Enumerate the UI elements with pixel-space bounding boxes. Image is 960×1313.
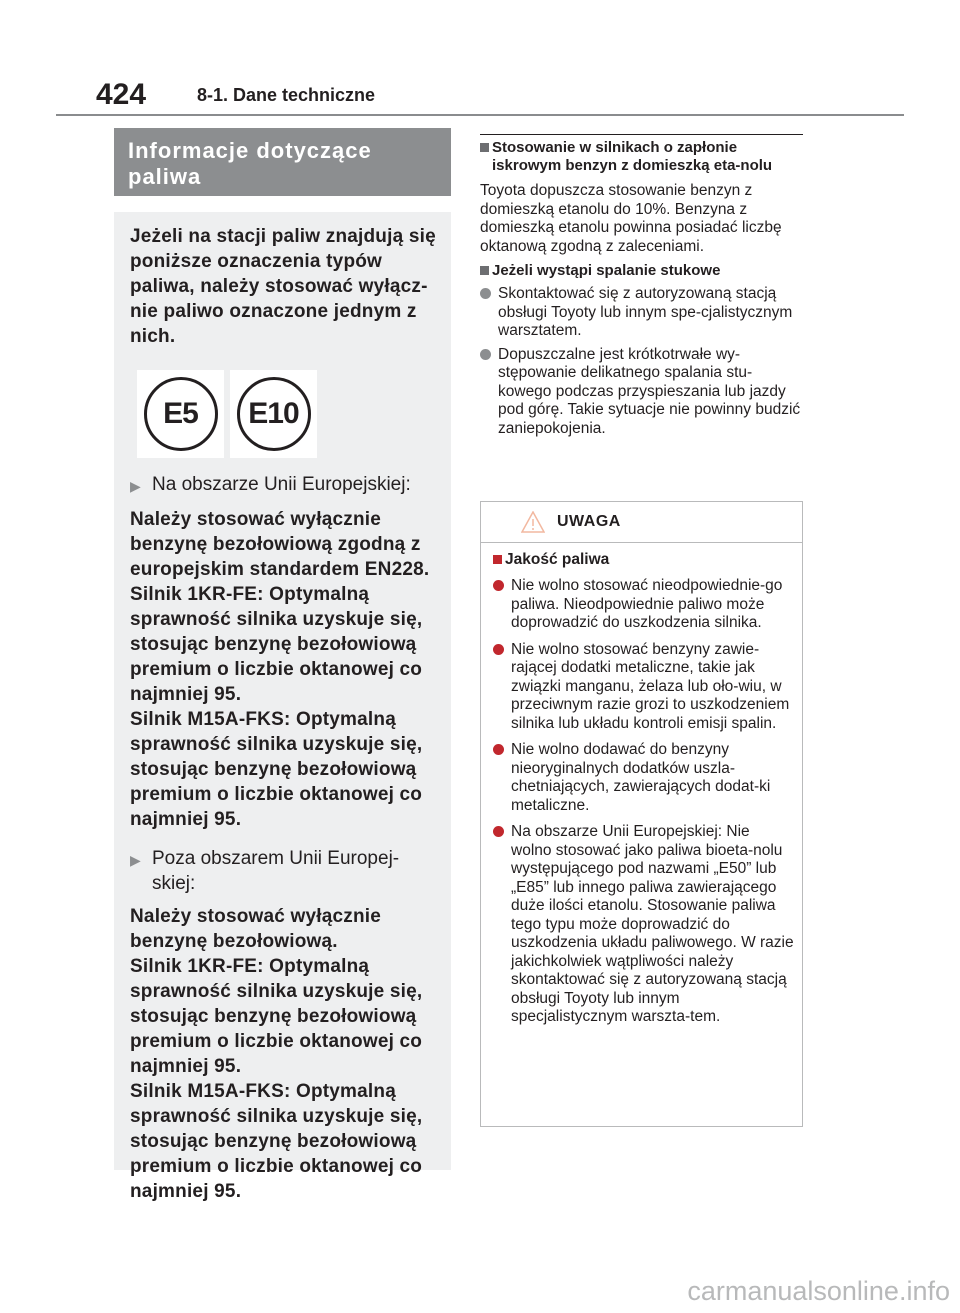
header-divider [56, 114, 904, 116]
non-eu-text-1: Należy stosować wyłącznie benzynę bezołowiową. [130, 906, 382, 952]
non-eu-arrow-item [130, 846, 441, 896]
caution-item-text: Nie wolno stosować benzyny zawie-rającej dodatki metaliczne, takie jak związki manganu, żelaza lub oło-wiu, w przeciwnym razie grozi to uszkodzeniem silnika lub układu kontroli emisji spalin. [511, 640, 790, 732]
caution-item-text: Nie wolno stosować nieodpowiednie-go paliwa. Nieodpowiednie paliwo może doprowadzić do uszkodzenia silnika. [511, 577, 783, 631]
circle-bullet-icon [493, 741, 511, 815]
knock-item [480, 285, 803, 341]
fuel-quality-heading [493, 551, 794, 569]
knock-heading-text: Jeżeli wystąpi spalanie stukowe [492, 262, 721, 279]
non-eu-text-3: Silnik M15A-FKS: Optymalną sprawność silnika uzyskuje się, stosując benzynę bezołowiową premium o liczbie oktanowej co najmniej 95. [130, 1081, 423, 1202]
page-number: 424 [96, 78, 147, 111]
caution-item [493, 823, 794, 1027]
eu-text-1: Należy stosować wyłącznie benzynę bezołowiową zgodną z europejskim standardem EN228. [130, 509, 430, 580]
e5-logo-label: E5 [144, 377, 218, 451]
eu-arrow-item [130, 472, 441, 499]
knock-item-text: Skontaktować się z autoryzowaną stacją obsługi Toyoty lub innym spe-cjalistycznym warsztatem. [498, 285, 793, 339]
non-eu-text-2: Silnik 1KR-FE: Optymalną sprawność silnika uzyskuje się, stosując benzynę bezołowiową premium o liczbie oktanowej co najmniej 95. [130, 956, 423, 1077]
circle-bullet-icon [493, 823, 511, 1027]
caution-box [480, 501, 803, 1127]
e10-logo [230, 370, 317, 458]
right-column-divider [480, 134, 803, 135]
caution-item-text: Nie wolno dodawać do benzyny nieoryginalnych dodatków uszla-chetniających, zawierających dodat-ki metaliczne. [511, 741, 771, 814]
fuel-logos [137, 370, 441, 458]
square-bullet-icon [480, 262, 492, 280]
ethanol-heading [480, 139, 803, 175]
watermark: carmanualsonline.info [687, 1276, 950, 1306]
section-title: 8-1. Dane techniczne [197, 85, 376, 105]
caution-header [481, 502, 802, 543]
circle-bullet-icon [480, 346, 498, 439]
caution-label: UWAGA [557, 513, 621, 530]
e10-logo-label: E10 [237, 377, 311, 451]
fuel-quality-heading-text: Jakość paliwa [505, 551, 610, 568]
banner-title-line2: paliwa [128, 164, 202, 189]
caution-item [493, 577, 794, 633]
caution-item-text: Na obszarze Unii Europejskiej: Nie wolno stosować jako paliwa bioeta-nolu występującego pod nazwami „E50” lub „E85” lub innego paliwa zawierającego duże ilości etanolu. Stosowanie paliwa tego typu może doprowadzić do uszkodzenia układu paliwowego. W razie jakichkolwiek wątpliwości należy skontaktować się z autoryzowaną stacją obsługi Toyoty lub innym specjalistycznym warszta-tem. [511, 823, 794, 1025]
ethanol-heading-text: Stosowanie w silnikach o zapłonie iskrowym benzyn z domieszką eta-nolu [492, 139, 773, 174]
circle-bullet-icon [493, 641, 511, 734]
circle-bullet-icon [493, 577, 511, 633]
eu-arrow-text: Na obszarze Unii Europejskiej: [152, 474, 411, 495]
arrow-right-icon: ▶ [130, 852, 141, 868]
fuel-info-box [114, 212, 451, 1202]
intro-text: Jeżeli na stacji paliw znajdują się poniższe oznaczenia typów paliwa, należy stosować wyłącz-nie paliwo oznaczone jednym z nich. [130, 226, 436, 347]
caution-item [493, 641, 794, 734]
eu-text-2: Silnik 1KR-FE: Optymalną sprawność silnika uzyskuje się, stosując benzynę bezołowiową premium o liczbie oktanowej co najmniej 95. [130, 584, 423, 705]
warning-triangle-icon [521, 511, 545, 533]
non-eu-arrow-text: Poza obszarem Unii Europej-skiej: [152, 848, 400, 894]
caution-body [481, 543, 802, 1041]
right-column [480, 139, 803, 442]
caution-item [493, 741, 794, 815]
banner-title-line1: Informacje dotyczące [128, 138, 372, 163]
e5-logo [137, 370, 224, 458]
knock-item-text: Dopuszczalne jest krótkotrwałe wy-stępowanie delikatnego spalania stu-kowego podczas przyspieszania lub jazdy pod górę. Takie sytuacje nie powinny budzić zaniepokojenia. [498, 345, 801, 437]
ethanol-text: Toyota dopuszcza stosowanie benzyn z domieszką etanolu do 10%. Benzyna z domieszką etanolu powinna posiadać liczbę oktanową zgodną z zaleceniami. [480, 182, 782, 255]
circle-bullet-icon [480, 285, 498, 341]
square-bullet-icon [480, 139, 492, 175]
knock-item [480, 346, 803, 439]
section-banner [114, 128, 451, 196]
eu-text-3: Silnik M15A-FKS: Optymalną sprawność silnika uzyskuje się, stosując benzynę bezołowiową premium o liczbie oktanowej co najmniej 95. [130, 709, 423, 830]
page-header [0, 0, 960, 120]
arrow-right-icon: ▶ [130, 478, 141, 494]
square-bullet-icon [493, 551, 505, 569]
knock-heading [480, 262, 803, 280]
